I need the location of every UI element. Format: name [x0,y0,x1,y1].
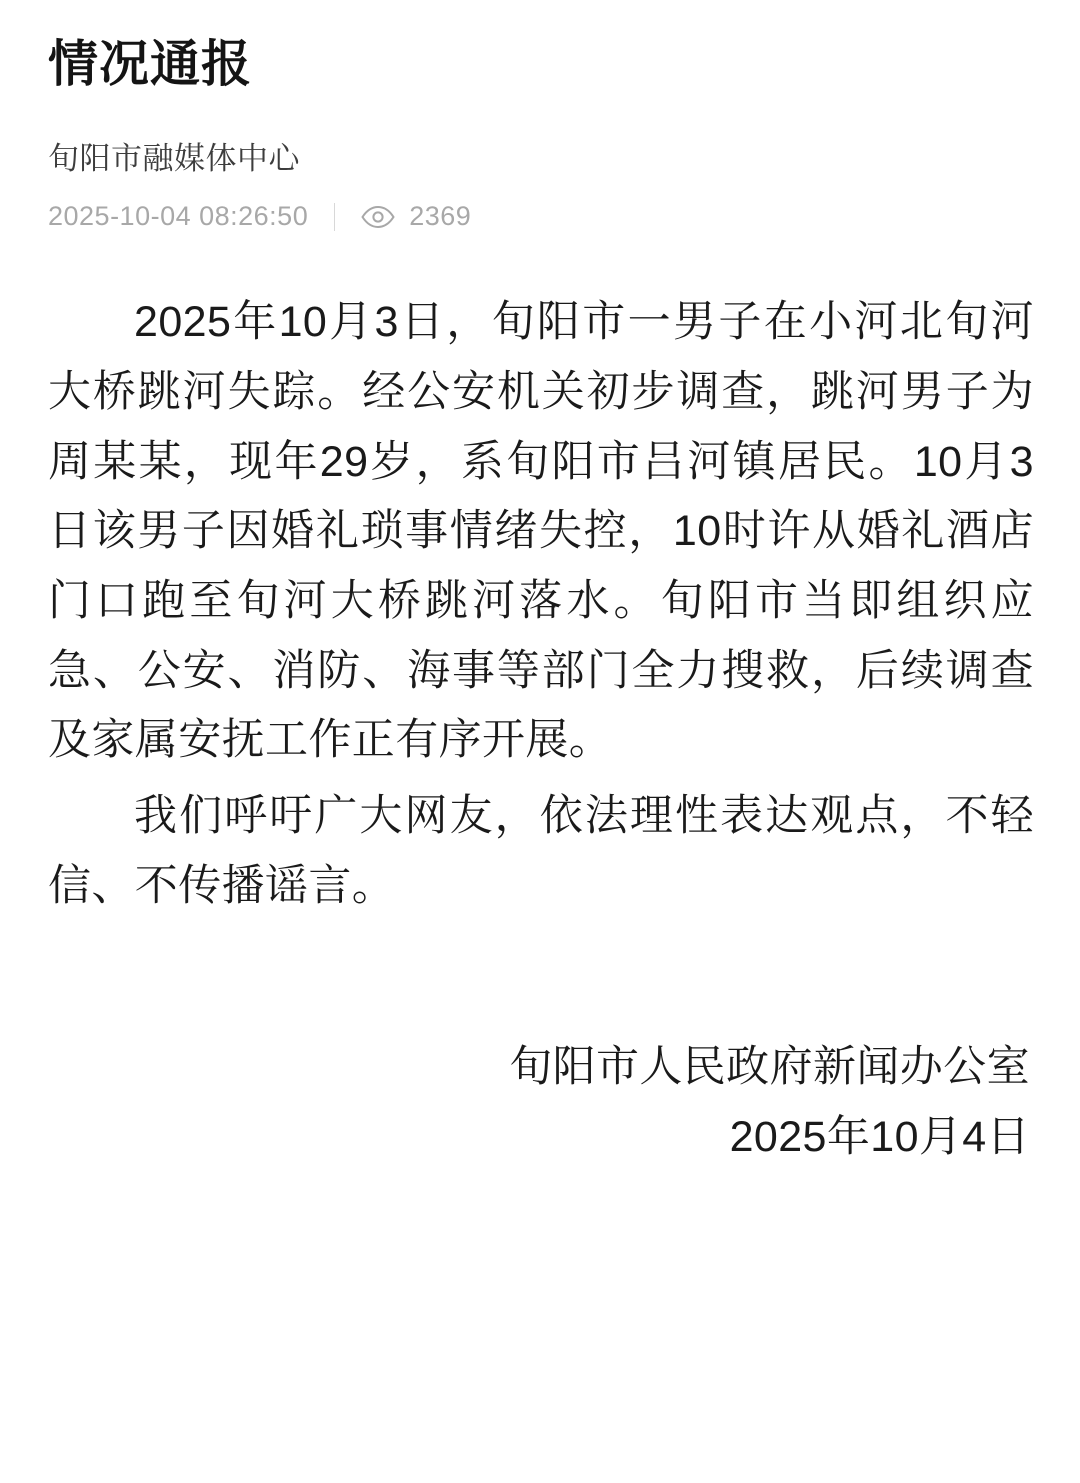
page-title: 情况通报 [48,36,252,92]
article-paragraph: 我们呼吁广大网友，依法理性表达观点，不轻信、不传播谣言。 [48,791,1034,910]
eye-icon [361,206,395,228]
signature-date: 2025年10月4日 [729,1112,1030,1161]
publish-timestamp: 2025-10-04 08:26:50 [48,201,309,232]
view-count-group [361,201,471,232]
article-signature [48,1033,1034,1172]
article-source: 旬阳市融媒体中心 [48,141,300,176]
article-paragraph: 2025年10月3日，旬阳市一男子在小河北旬河大桥跳河失踪。经公安机关初步调查，跳河男子为周某某，现年29岁，系旬阳市吕河镇居民。10月3日该男子因婚礼琐事情绪失控，10时许从婚礼酒店门口跑至旬河大桥跳河落水。旬阳市当即组织应急、公安、消防、海事等部门全力搜救，后续调查及家属安抚工作正有序开展。 [48,298,1034,765]
meta-divider [334,203,335,231]
view-count: 2369 [409,201,472,232]
article-meta [48,201,1034,232]
article-body [48,288,1034,921]
signature-organization: 旬阳市人民政府新闻办公室 [509,1043,1030,1092]
